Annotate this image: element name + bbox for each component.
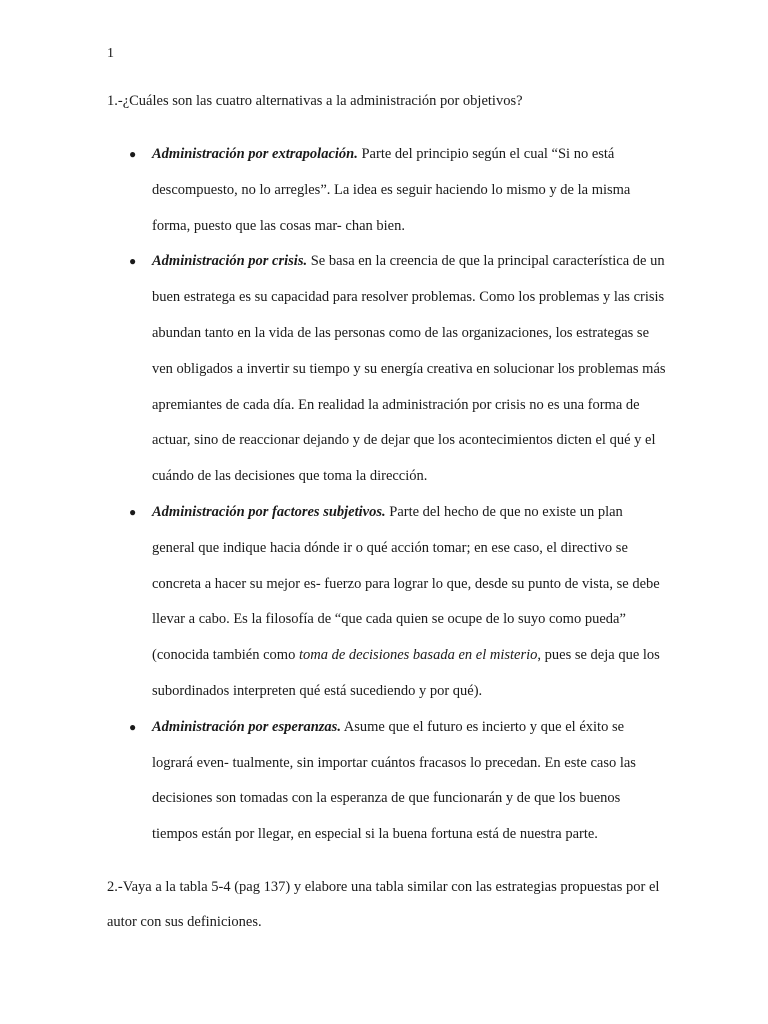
- bullet-icon: ●: [129, 147, 137, 161]
- list-item: [107, 244, 667, 495]
- item-term: Administración por extrapolación.: [152, 146, 358, 162]
- list-item: [107, 710, 667, 853]
- bullet-icon: ●: [129, 254, 137, 269]
- list-item: [107, 137, 667, 244]
- item-text: Parte del principio según el cual “Si no está descompuesto, no lo arregles”. La idea es seguir haciendo lo mismo y de la misma forma, puesto que las cosas mar- chan bien.: [152, 146, 631, 234]
- question-1: 1.-¿Cuáles son las cuatro alternativas a la administración por objetivos?: [107, 93, 523, 109]
- item-term: Administración por crisis.: [152, 253, 308, 270]
- bullet-icon: ●: [129, 504, 137, 519]
- item-term: Administración por esperanzas.: [152, 718, 341, 735]
- list-item: [107, 495, 667, 710]
- alternatives-list: [107, 137, 667, 853]
- page-number: 1: [107, 46, 114, 61]
- item-text-after: , pues se deja que los subordinados interpreten qué está sucediendo y por qué).: [152, 647, 660, 699]
- item-text: Se basa en la creencia de que la principal característica de un buen estratega es su capacidad para resolver problemas. Como los problemas y las crisis abundan tanto en la vida de las personas como de las organizaciones, los estrategas se ven obligados a invertir su tiempo y su energía creativa en solucionar los problemas más apremiantes de cada día. En realidad la administración por crisis no es una forma de actuar, sino de reaccionar dejando y de dejar que los acontecimientos dicten el qué y el cuándo de las decisiones que toma la dirección.: [152, 253, 666, 485]
- item-text: Parte del hecho de que no existe un plan general que indique hacia dónde ir o qué acción tomar; en ese caso, el directivo se concreta a hacer su mejor es- fuerzo para lograr lo que, desde su punto de vista, se debe llevar a cabo. Es la filosofía de “que cada quien se ocupe de lo suyo como pueda” (conocida también como: [152, 503, 660, 664]
- item-term: Administración por factores subjetivos.: [152, 503, 386, 520]
- item-emphasis: toma de decisiones basada en el misterio: [298, 647, 538, 664]
- bullet-icon: ●: [129, 719, 137, 734]
- item-text: Asume que el futuro es incierto y que el éxito se logrará even- tualmente, sin importar cuántos fracasos lo precedan. En este caso las decisiones son tomadas con la esperanza de que funcionarán y de que los buenos tiempos están por llegar, en especial si la buena fortuna está de nuestra parte.: [152, 718, 636, 843]
- question-2: 2.-Vaya a la tabla 5-4 (pag 137) y elabore una tabla similar con las estrategias propuestas por el autor con sus definiciones.: [107, 879, 660, 930]
